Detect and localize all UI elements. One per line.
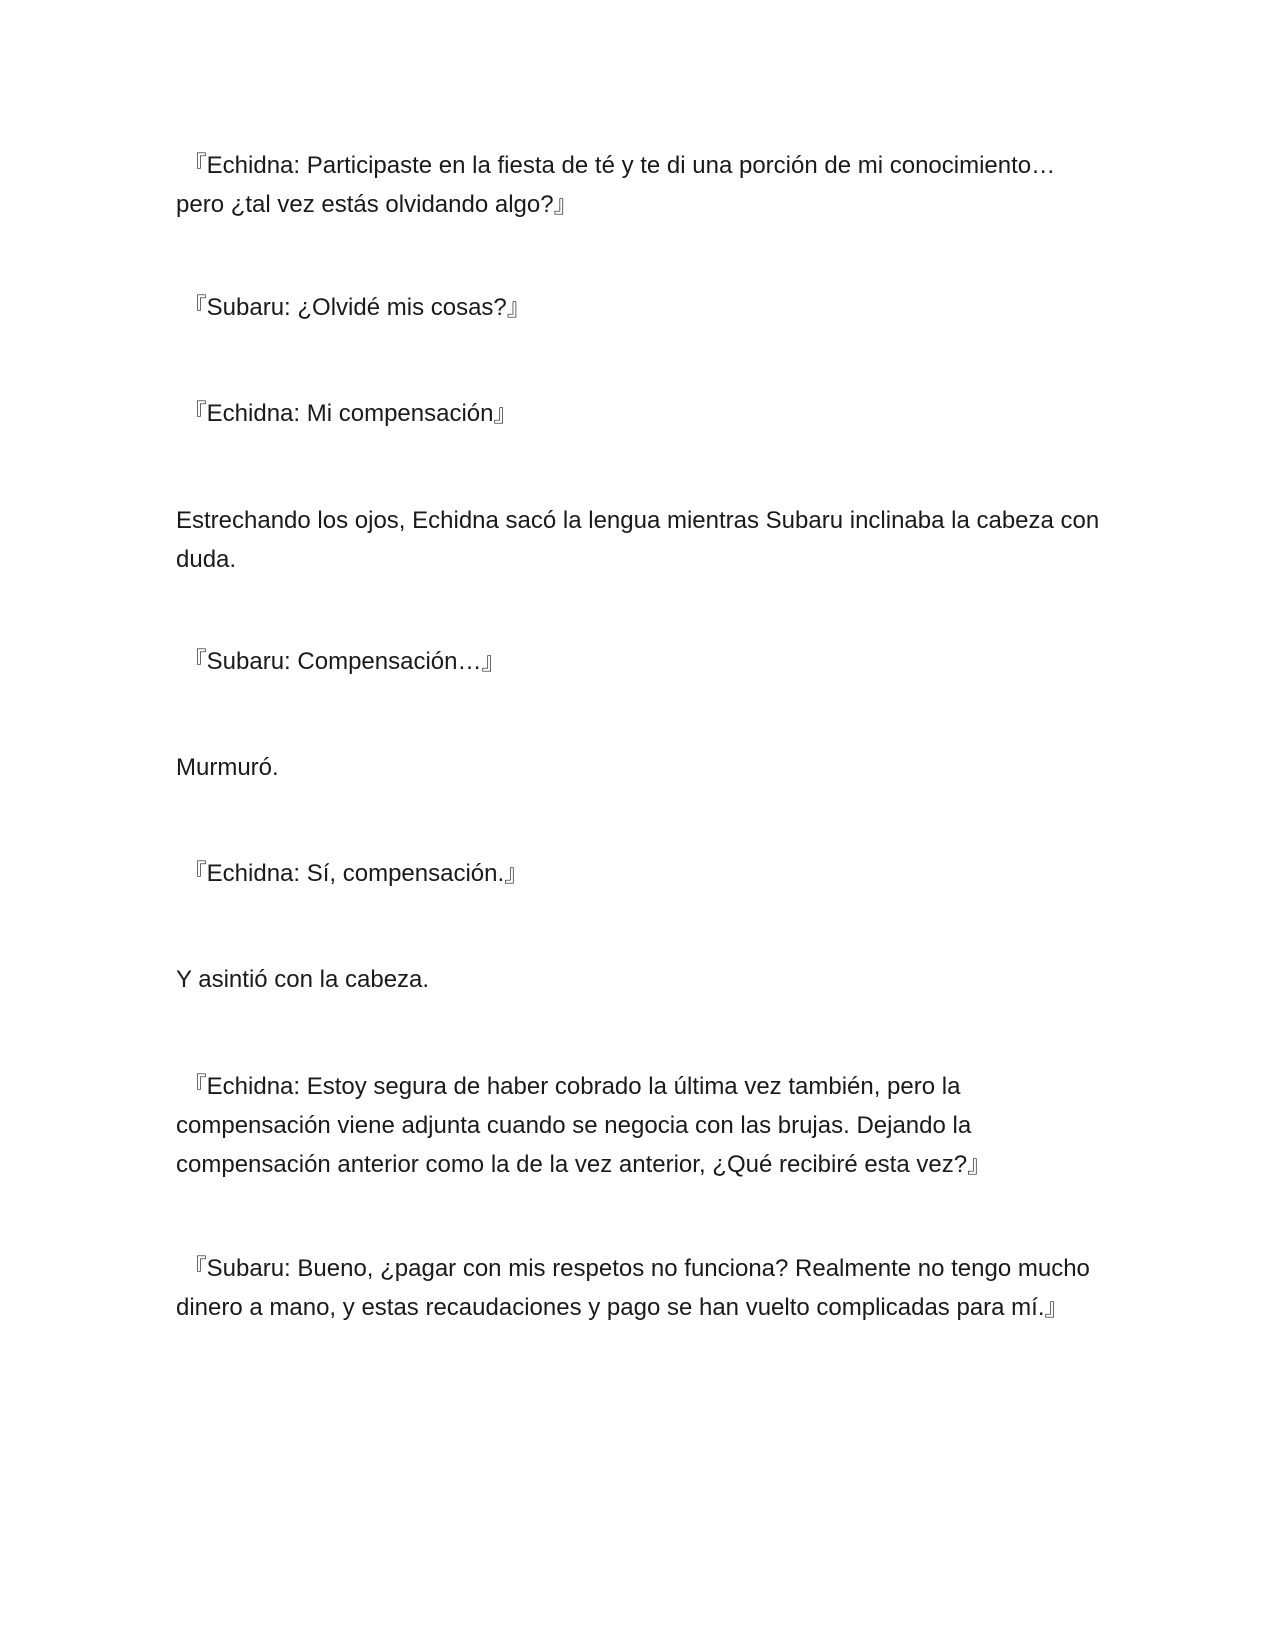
dialogue-echidna-witches: 『Echidna: Estoy segura de haber cobrado la última vez también, pero la compensación viene adjunta cuando se negocia con las brujas. Dejando la compensación anterior como la de la vez anterior, ¿Qué recibiré esta vez?』 (176, 1073, 992, 1178)
narration-murmured: Murmuró. (176, 754, 279, 781)
dialogue-echidna-yes: 『Echidna: Sí, compensación.』 (176, 860, 529, 887)
dialogue-subaru-compensation: 『Subaru: Compensación…』 (176, 648, 506, 675)
narration-nodded: Y asintió con la cabeza. (176, 966, 430, 993)
narration-echidna-tongue: Estrechando los ojos, Echidna sacó la lengua mientras Subaru inclinaba la cabeza con duda. (176, 507, 1100, 573)
dialogue-subaru-payment: 『Subaru: Bueno, ¿pagar con mis respetos no funciona? Realmente no tengo mucho dinero a mano, y estas recaudaciones y pago se han vuelto complicadas para mí.』 (176, 1255, 1090, 1321)
dialogue-subaru-forgot: 『Subaru: ¿Olvidé mis cosas?』 (176, 294, 531, 321)
dialogue-echidna-compensation: 『Echidna: Mi compensación』 (176, 400, 518, 427)
dialogue-echidna-tea-party: 『Echidna: Participaste en la fiesta de té y te di una porción de mi conocimiento… pero ¿tal vez estás olvidando algo?』 (176, 152, 1056, 218)
